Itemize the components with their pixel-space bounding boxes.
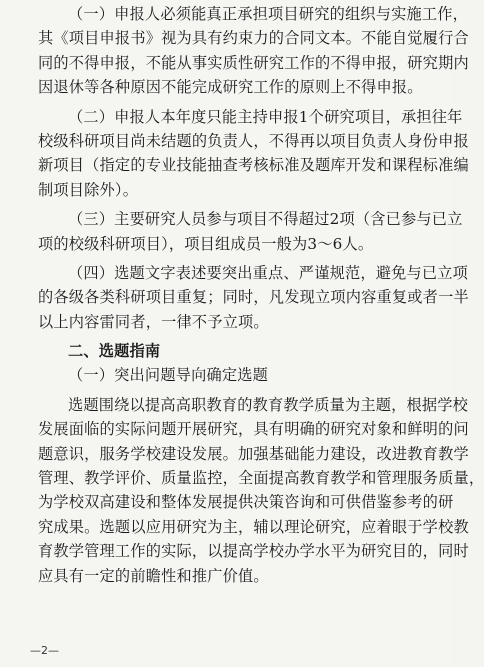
- paragraph-line: 新项目（指定的专业技能抽查考核标准及题库开发和课程标准编: [38, 156, 469, 175]
- paragraph-line: 因退休等各种原因不能完成研究工作的原则上不得申报。: [38, 78, 423, 97]
- paragraph-line: 以上内容雷同者，一律不予立项。: [38, 312, 269, 331]
- page-number: —2—: [30, 644, 59, 657]
- subsection-heading: （一）突出问题导向确定选题: [68, 366, 269, 385]
- paragraph-line: 管理、教学评价、质量监控，全面提高教育教学和管理服务质量，: [38, 469, 484, 488]
- paragraph-line: 究成果。选题以应用研究为主，辅以理论研究，应着眼于学校教: [38, 517, 469, 536]
- paragraph-line: （二）申报人本年度只能主持申报1个研究项目，承担往年: [68, 107, 463, 126]
- paragraph-line: 应具有一定的前瞻性和推广价值。: [38, 566, 269, 585]
- paragraph-line: 为学校双高建设和整体发展提供决策咨询和可供借鉴参考的研: [38, 493, 454, 512]
- paragraph-line: （三）主要研究人员参与项目不得超过2项（含已参与已立: [68, 210, 463, 229]
- paragraph-line: 题意识，服务学校建设发展。加强基础能力建设，改进教育教学: [38, 444, 469, 463]
- paragraph-line: （一）申报人必须能真正承担项目研究的组织与实施工作，: [68, 5, 469, 23]
- document-body: [38, 2, 484, 588]
- paragraph-line: 项的校级科研项目），项目组成员一般为3～6人。: [38, 234, 374, 253]
- paragraph-line: 选题围绕以提高高职教育的教育教学质量为主题，根据学校: [68, 395, 469, 414]
- paragraph-line: （四）选题文字表述要突出重点、严谨规范，避免与已立项: [68, 263, 469, 282]
- paragraph-line: 制项目除外）。: [38, 180, 139, 199]
- paragraph-line: 同的不得申报，不能从事实质性研究工作的不得申报，研究期内: [38, 53, 469, 72]
- paragraph-line: 其《项目申报书》视为具有约束力的合同文本。不能自觉履行合: [38, 29, 469, 48]
- paragraph-line: 育教学管理工作的实际，以提高学校办学水平为研究目的，同时: [38, 542, 469, 561]
- paragraph-line: 的各级各类科研项目重复；同时，凡发现立项内容重复或者一半: [38, 288, 469, 307]
- paragraph-line: 发展面临的实际问题开展研究，具有明确的研究对象和鲜明的问: [38, 420, 469, 439]
- section-heading: 二、选题指南: [68, 342, 161, 361]
- paragraph-line: 校级科研项目尚未结题的负责人，不得再以项目负责人身份申报: [38, 131, 469, 150]
